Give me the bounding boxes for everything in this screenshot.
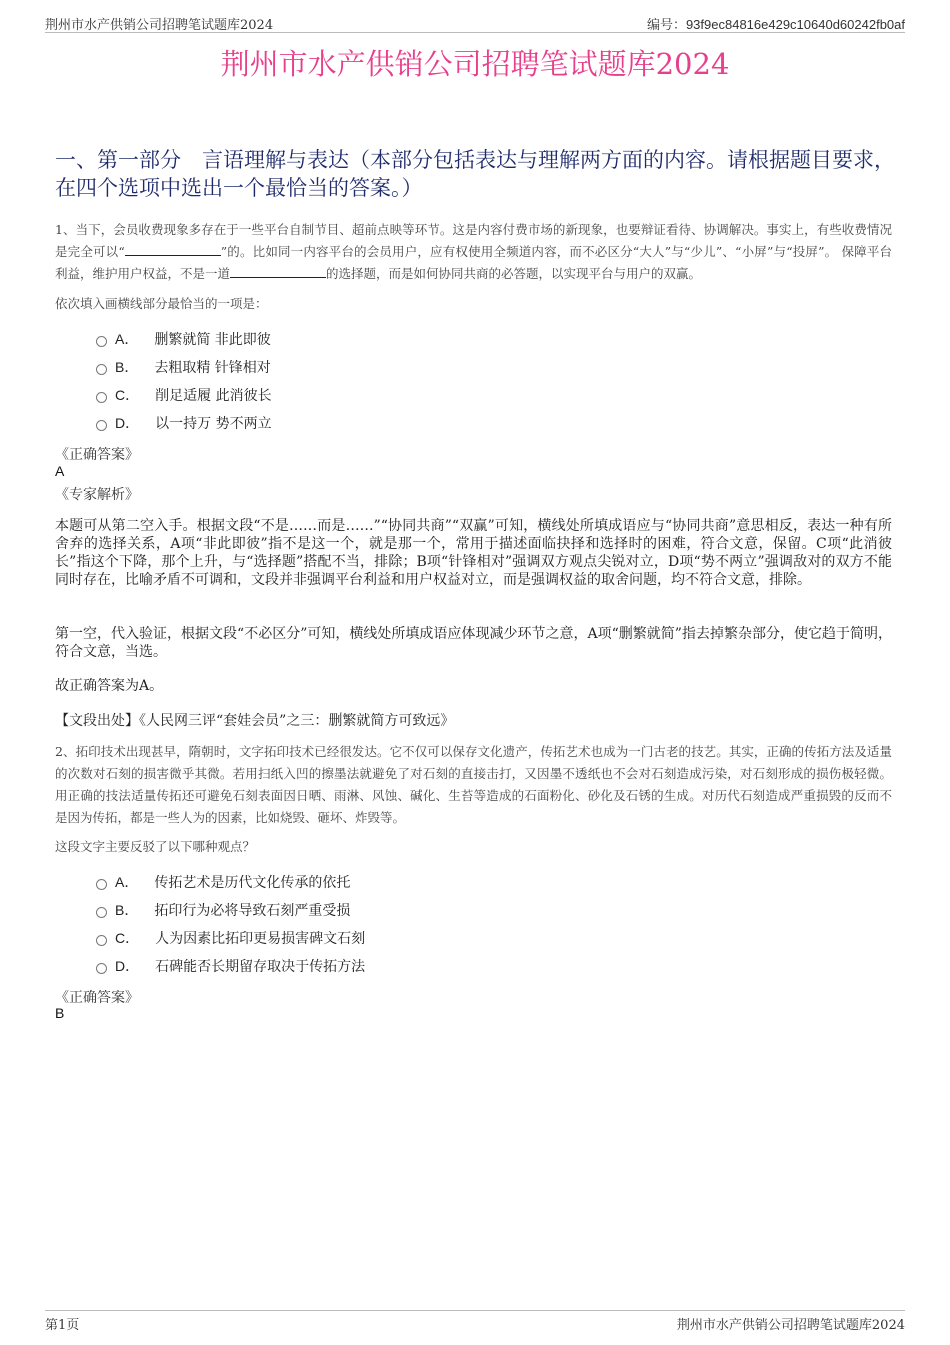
radio-icon[interactable] (96, 907, 107, 918)
q1-answer: A (55, 463, 65, 479)
q2-option-b[interactable]: B． 拓印行为必将导致石刻严重受损 (96, 896, 365, 924)
q1-option-d[interactable]: D． 以一持万 势不两立 (96, 409, 272, 437)
q1-source: 【文段出处】《人民网三评“套娃会员”之三：删繁就简方可致远》 (55, 713, 455, 729)
q2-option-a[interactable]: A． 传拓艺术是历代文化传承的依托 (96, 868, 365, 896)
q1-analysis-label: 《专家解析》 (55, 487, 139, 503)
page-title: 荆州市水产供销公司招聘笔试题库2024 (220, 47, 730, 81)
q1-text-part3: 的选择题，而是如何协同共商的必答题，以实现平台与用户的双赢。 (326, 266, 702, 281)
radio-icon[interactable] (96, 420, 107, 431)
q1-option-a[interactable]: A． 删繁就简 非此即彼 (96, 325, 272, 353)
radio-icon[interactable] (96, 963, 107, 974)
doc-id-code: 93f9ec84816e429c10640d60242fb0af (685, 17, 905, 32)
page-number: 第1页 (45, 1318, 80, 1333)
q2-option-c[interactable]: C． 人为因素比拓印更易损害碑文石刻 (96, 924, 365, 952)
header-doc-id (647, 14, 905, 33)
radio-icon[interactable] (96, 879, 107, 890)
header-title: 荆州市水产供销公司招聘笔试题库2024 (45, 18, 274, 33)
q2-option-d[interactable]: D． 石碑能否长期留存取决于传拓方法 (96, 952, 365, 980)
header-divider (45, 32, 905, 33)
q2-answer-label: 《正确答案》 (55, 990, 139, 1006)
footer-divider (45, 1310, 905, 1311)
radio-icon[interactable] (96, 392, 107, 403)
question-1-prompt: 依次填入画横线部分最恰当的一项是： (55, 296, 268, 311)
q2-answer: B (55, 1005, 65, 1021)
q1-text-part2: ”的。比如同一内容平台的会员用户，应有权使用全频道内容，而不必区分“大人”与“少儿”、“小屏”与“投屏”。 保障平台利益，维护用户权益，不是一道 (55, 244, 892, 281)
q1-answer-label: 《正确答案》 (55, 447, 139, 463)
blank-line-1 (125, 243, 221, 256)
blank-line-2 (230, 265, 326, 278)
q1-option-b[interactable]: B． 去粗取精 针锋相对 (96, 353, 272, 381)
question-1-options (96, 325, 272, 437)
q1-analysis-paragraph-1: 本题可从第二空入手。根据文段“不是……而是……”“协同共商”“双赢”可知，横线处所填成语应与“协同共商”意思相反，表达一种有所舍弃的选择关系，A项“非此即彼”指不是这一个，就是那一个，常用于描述面临抉择和选择时的困难，符合文意，保留。C项“此消彼长”指这个下降，那个上升，与“选择题”搭配不当，排除；B项“针锋相对”强调双方观点尖锐对立，D项“势不两立”强调敌对的双方不能同时存在，比喻矛盾不可调和，文段并非强调平台利益和用户权益对立，而是强调权益的取舍问题，均不符合文意，排除。 (55, 518, 892, 588)
q1-analysis-paragraph-2: 第一空，代入验证，根据文段“不必区分”可知，横线处所填成语应体现减少环节之意，A项“删繁就简”指去掉繁杂部分，使它趋于简明，符合文意，当选。 (55, 626, 892, 660)
radio-icon[interactable] (96, 336, 107, 347)
q1-analysis-paragraph-3: 故正确答案为A。 (55, 678, 164, 694)
section-title: 一、第一部分 言语理解与表达（本部分包括表达与理解两方面的内容。请根据题目要求，在四个选项中选出一个最恰当的答案。） (55, 148, 895, 200)
question-2-stem: 2、拓印技术出现甚早，隋朝时，文字拓印技术已经很发达。它不仅可以保存文化遗产，传拓艺术也成为一门古老的技艺。其实，正确的传拓方法及适量的次数对石刻的损害微乎其微。若用扫纸入凹的擦墨法就避免了对石刻的直接击打，又因墨不透纸也不会对石刻造成污染，对石刻形成的损伤极轻微。用正确的技法适量传拓还可避免石刻表面因日晒、雨淋、风蚀、碱化、生苔等造成的石面粉化、砂化及石锈的生成。对历代石刻造成严重损毁的反而不是因为传拓，都是一些人为的因素，比如烧毁、砸坏、炸毁等。 (55, 744, 892, 825)
q1-text-part1: 1、当下，会员收费现象多存在于一些平台自制节目、超前点映等环节。这是内容付费市场的新现象，也要辩证看待、协调解决。事实上，有些收费情况是完全可以“ (55, 222, 892, 259)
question-2-options (96, 868, 365, 980)
doc-id-label: 编号： (646, 18, 686, 33)
q1-option-c[interactable]: C． 削足适履 此消彼长 (96, 381, 272, 409)
question-1-stem (55, 219, 892, 285)
radio-icon[interactable] (96, 364, 107, 375)
radio-icon[interactable] (96, 935, 107, 946)
question-2-prompt: 这段文字主要反驳了以下哪种观点？ (55, 839, 256, 854)
footer-title: 荆州市水产供销公司招聘笔试题库2024 (676, 1318, 905, 1333)
